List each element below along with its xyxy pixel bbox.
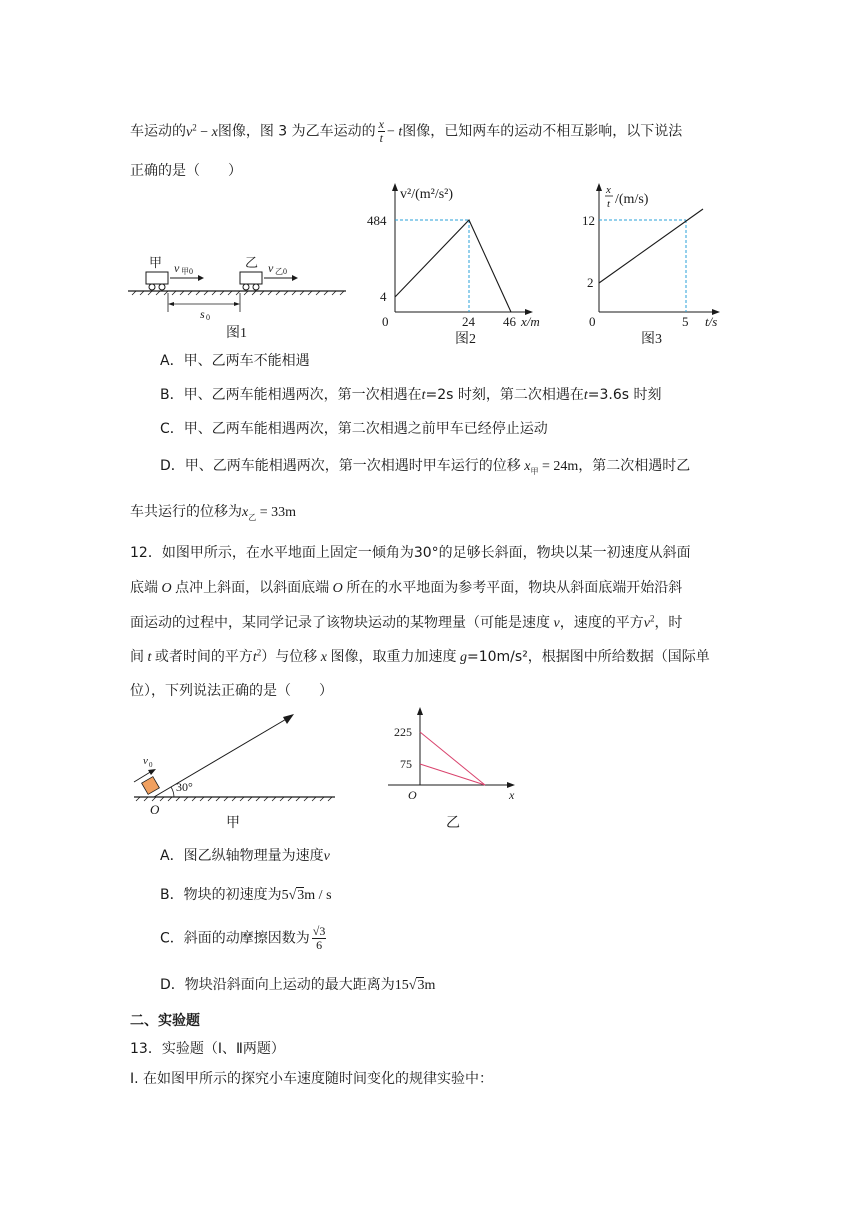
origin-label: O xyxy=(150,802,160,817)
car-yi-wheel xyxy=(243,284,249,290)
incline-line xyxy=(154,718,288,797)
line-75 xyxy=(420,764,485,785)
line-225 xyxy=(420,732,485,785)
q12-figure-yi xyxy=(385,705,525,835)
car-jia-wheel xyxy=(149,284,155,290)
q11-option-a: A．甲、乙两车不能相遇 xyxy=(160,353,310,369)
figure2-ylabel: v²/(m²/s²) xyxy=(400,187,454,202)
q11-figure2 xyxy=(366,180,541,345)
q11-option-d-line2: 车共运行的位移为$x_乙 = 33m$ xyxy=(130,504,297,522)
svg-text:0: 0 xyxy=(149,761,153,769)
x-over-t-fraction: $\frac{x}{t}$ xyxy=(378,117,384,145)
car-jia-wheel xyxy=(159,284,165,290)
section-heading: 二、实验题 xyxy=(130,1013,200,1029)
svg-text:s: s xyxy=(200,307,205,321)
car-yi-label: 乙 xyxy=(245,255,259,270)
angle-label: 30° xyxy=(176,780,193,794)
figure-yi-caption: 乙 xyxy=(446,816,460,831)
q12-option-b: B．物块的初速度为5√3m / s xyxy=(160,887,332,903)
q11-figure3 xyxy=(582,180,735,347)
initial-speed-formula: 5√3m / s xyxy=(281,888,332,903)
v2-line xyxy=(395,220,511,312)
svg-text:甲0: 甲0 xyxy=(181,267,193,276)
svg-text:乙0: 乙0 xyxy=(275,267,287,276)
q12-line2: 底端 O 点冲上斜面，以斜面底端 O 所在的水平地面为参考平面，物块从斜面底端开始沿斜 xyxy=(130,580,683,596)
q12-option-d: D．物块沿斜面向上运动的最大距离为15√3m xyxy=(160,977,436,993)
q12-line3: 面运动的过程中，某同学记录了该物块运动的某物理量（可能是速度 v，速度的平方$v^2$，时 xyxy=(130,613,683,631)
mu-fraction: $\frac{√3}{6}$ xyxy=(312,924,326,952)
figure1-caption: 图1 xyxy=(226,326,247,341)
svg-text:v: v xyxy=(268,261,274,275)
figure3-caption: 图3 xyxy=(641,332,662,347)
svg-text:t: t xyxy=(607,198,611,210)
tick-5: 5 xyxy=(682,314,689,329)
q11-option-d: D．甲、乙两车能相遇两次，第一次相遇时甲车运行的位移 $x_甲 = 24m$，第二次相遇时乙 xyxy=(160,458,691,476)
x-yi-formula: $x_乙 = 33m$ xyxy=(242,505,297,522)
figure2-xlabel: x/m xyxy=(521,314,540,329)
q12-figure-jia xyxy=(130,710,340,835)
tick-0: 0 xyxy=(382,314,389,329)
q11-option-c: C．甲、乙两车能相遇两次，第二次相遇之前甲车已经停止运动 xyxy=(160,421,548,437)
car-jia-body xyxy=(146,272,168,284)
svg-text:v: v xyxy=(143,755,148,767)
tick-484: 484 xyxy=(367,213,387,228)
car-yi-body xyxy=(240,272,262,284)
figure3-xlabel: t/s xyxy=(705,314,718,329)
q12-option-a: A．图乙纵轴物理量为速度v xyxy=(160,848,330,864)
q13-part1: Ⅰ. 在如图甲所示的探究小车速度随时间变化的规律实验中： xyxy=(130,1071,494,1087)
tick-24: 24 xyxy=(462,314,475,329)
figure3-ylabel: /(m/s) xyxy=(615,192,649,207)
tick-75: 75 xyxy=(400,757,412,771)
tick-0: 0 xyxy=(589,314,596,329)
figure2-caption: 图2 xyxy=(455,332,476,347)
tick-2: 2 xyxy=(587,275,594,290)
block xyxy=(142,777,160,795)
q12-line4: 间 t 或者时间的平方$t^2$）与位移 x 图像，取重力加速度 g=10m/s²，根据图中所给数据（国际单 xyxy=(130,647,710,665)
q12-line1: 12．如图甲所示，在水平地面上固定一倾角为30°的足够长斜面，物块以某一初速度从斜面 xyxy=(130,545,691,561)
tick-12: 12 xyxy=(582,213,595,228)
ground-hatching xyxy=(132,291,344,295)
max-distance-formula: 15√3m xyxy=(394,978,436,993)
q13-title: 13．实验题（Ⅰ、Ⅱ两题） xyxy=(130,1041,285,1057)
tick-225: 225 xyxy=(394,725,412,739)
car-yi-wheel xyxy=(253,284,259,290)
q11-figure1 xyxy=(128,250,358,345)
q12-line5: 位），下列说法正确的是（ ） xyxy=(130,683,333,699)
q12-option-c: C．斜面的动摩擦因数为 $\frac{√3}{6}$ xyxy=(160,924,326,952)
car-jia-label: 甲 xyxy=(149,255,163,270)
minus-t: − t xyxy=(386,124,403,140)
origin-label: O xyxy=(408,788,417,802)
tick-4: 4 xyxy=(380,289,387,304)
v2-x-formula: $v^2 - x$ xyxy=(186,121,218,140)
x-jia-formula: $x_甲 = 24m$ xyxy=(524,459,579,476)
q11-line2: 正确的是（ ） xyxy=(130,163,242,179)
svg-text:v: v xyxy=(174,261,180,275)
figure-jia-caption: 甲 xyxy=(226,816,240,831)
svg-text:0: 0 xyxy=(206,313,210,322)
figure-yi-xlabel: x xyxy=(509,788,515,802)
tick-46: 46 xyxy=(503,314,516,329)
q11-line1: 车运动的$v^2 - x$图像，图 3 为乙车运动的 $\frac{x}{t}$ − t图像，已知两车的运动不相互影响，以下说法 xyxy=(130,117,683,145)
angle-arc xyxy=(171,787,174,797)
q11-option-b: B．甲、乙两车能相遇两次，第一次相遇在t=2s 时刻，第二次相遇在t=3.6s 时刻 xyxy=(160,387,662,403)
svg-text:x: x xyxy=(606,184,611,196)
